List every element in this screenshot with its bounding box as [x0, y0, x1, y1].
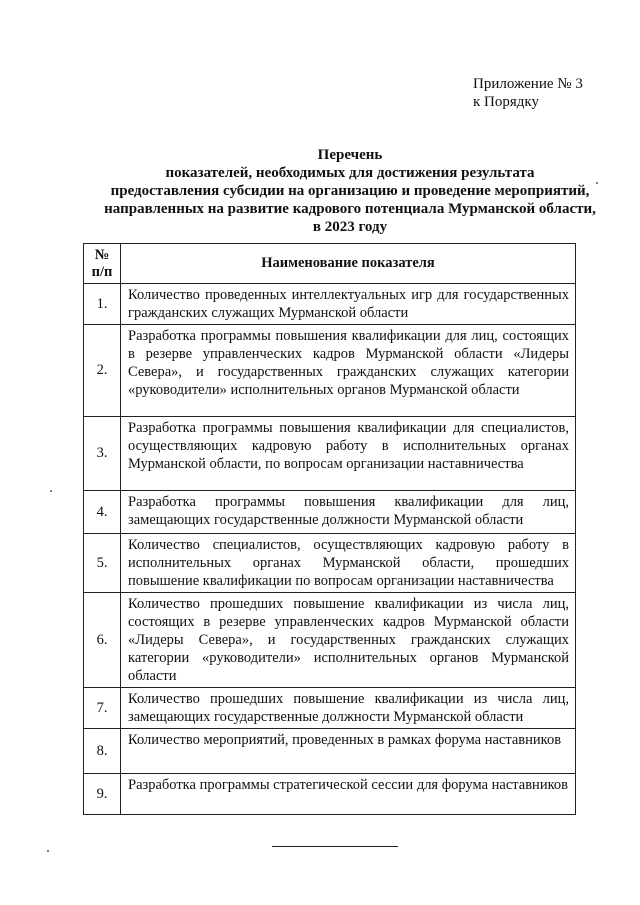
row-num: 4. [84, 491, 121, 534]
document-title [60, 146, 640, 236]
scan-speck [47, 850, 49, 852]
row-num: 9. [84, 774, 121, 815]
title-line-4: направленных на развитие кадрового потенциала Мурманской области, [104, 201, 596, 217]
row-num: 8. [84, 729, 121, 774]
annex-line-1: Приложение № 3 [473, 76, 583, 92]
table-row [84, 688, 576, 729]
row-text: Количество специалистов, осуществляющих кадровую работу в исполнительных органах Мурманской области, прошедших повышение квалификации по вопросам организации наставничества [121, 534, 576, 593]
table-row [84, 491, 576, 534]
scan-speck [50, 490, 52, 492]
header-num [84, 244, 121, 284]
table-row [84, 534, 576, 593]
row-num: 1. [84, 284, 121, 325]
row-text: Разработка программы повышения квалификации для лиц, замещающих государственные должности Мурманской области [121, 491, 576, 534]
annex-block [473, 75, 583, 111]
table-row [84, 325, 576, 417]
closing-rule [272, 846, 398, 847]
header-name: Наименование показателя [121, 244, 576, 284]
row-text: Разработка программы стратегической сессии для форума наставников [121, 774, 576, 815]
title-line-5: в 2023 году [312, 219, 388, 235]
row-num: 3. [84, 417, 121, 491]
table-row [84, 593, 576, 688]
row-text: Разработка программы повышения квалификации для лиц, состоящих в резерве управленческих кадров Мурманской области «Лидеры Севера», и государственных гражданских служащих категории «руководители» исполнительных органов Мурманской области [121, 325, 576, 417]
row-num: 6. [84, 593, 121, 688]
table-row [84, 729, 576, 774]
indicators-table [83, 243, 576, 815]
title-line-2: показателей, необходимых для достижения результата [165, 165, 535, 181]
table-row [84, 774, 576, 815]
row-text: Количество прошедших повышение квалификации из числа лиц, состоящих в резерве управленческих кадров Мурманской области «Лидеры Севера», и государственных гражданских служащих категории «руководители» исполнительных органов Мурманской области [121, 593, 576, 688]
scan-speck [596, 182, 598, 184]
row-num: 7. [84, 688, 121, 729]
table-row [84, 284, 576, 325]
title-line-1: Перечень [317, 147, 383, 163]
table-row [84, 417, 576, 491]
table-header-row [84, 244, 576, 284]
row-text: Количество мероприятий, проведенных в рамках форума наставников [121, 729, 576, 774]
row-text: Количество проведенных интеллектуальных игр для государственных гражданских служащих Мурманской области [121, 284, 576, 325]
header-num-line-1: № [94, 246, 110, 263]
row-num: 5. [84, 534, 121, 593]
row-text: Количество прошедших повышение квалификации из числа лиц, замещающих государственные должности Мурманской области [121, 688, 576, 729]
header-num-line-2: п/п [91, 263, 113, 280]
title-line-3: предоставления субсидии на организацию и проведение мероприятий, [110, 183, 590, 199]
row-text: Разработка программы повышения квалификации для специалистов, осуществляющих кадровую работу в исполнительных органах Мурманской области, по вопросам организации наставничества [121, 417, 576, 491]
row-num: 2. [84, 325, 121, 417]
annex-line-2: к Порядку [473, 94, 539, 110]
